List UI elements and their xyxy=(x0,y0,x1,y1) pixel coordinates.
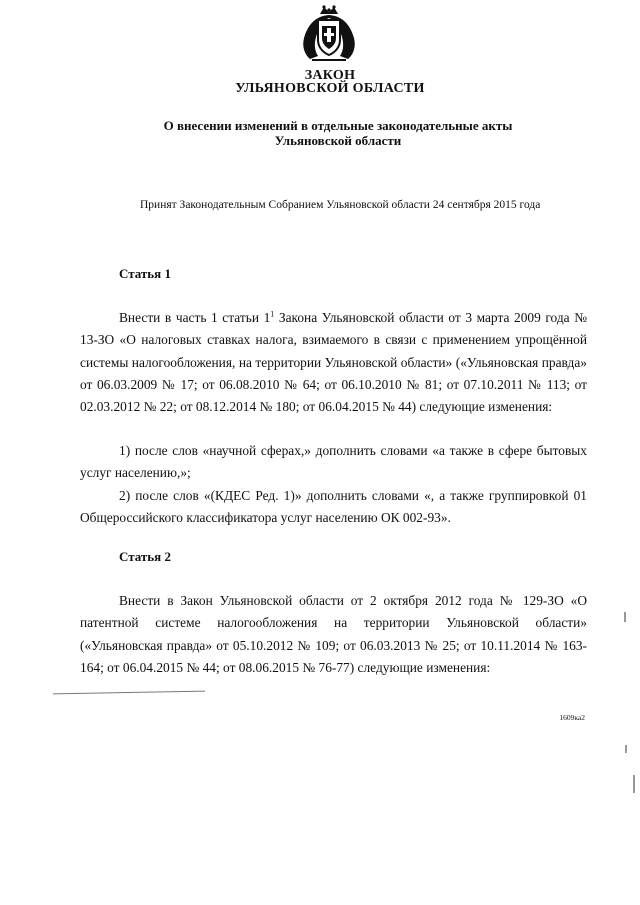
adoption-note: Принят Законодательным Собранием Ульяновской области 24 сентября 2015 года xyxy=(140,199,541,211)
scan-mark xyxy=(624,612,626,622)
article1-item2: 2) после слов «(КДЕС Ред. 1)» дополнить словами «, а также группировкой 01 Общероссийского классификатора услуг населению ОК 002-93». xyxy=(80,488,587,526)
article2-heading: Статья 2 xyxy=(119,549,171,564)
coat-of-arms-icon xyxy=(298,4,360,62)
law-subject-line2: Ульяновской области xyxy=(274,133,402,148)
superscript-index: 1 xyxy=(270,309,275,319)
article2-intro: Внести в Закон Ульяновской области от 2 октября 2012 года № 129-ЗО «О патентной системе налогообложения на территории Ульяновской области» («Ульяновская правда» от 05.10.2012 № 109; от 06.03.2013 № 25; от 10.11.2014 № 163-164; от 06.04.2015 № 44; от 08.06.2015 № 76-77) следующие изменения: xyxy=(80,593,587,675)
scan-mark xyxy=(633,775,635,793)
law-title: ЗАКОН xyxy=(304,68,356,83)
article1-heading: Статья 1 xyxy=(119,266,171,281)
law-subject-line1: О внесении изменений в отдельные законодательные акты xyxy=(163,118,513,133)
article1-intro-rest: Закона Ульяновской области от 3 марта 2009 года № 13-ЗО «О налоговых ставках налога, взимаемого в связи с применением упрощённой системы налогообложения, на территории Ульяновской области» («Ульяновская правда» от 06.03.2009 № 17; от 06.08.2010 № 64; от 06.10.2010 № 81; от 07.10.2011 № 113; от 02.03.2012 № 22; от 08.12.2014 № 180; от 06.04.2015 № 44) следующие изменения: xyxy=(80,310,587,415)
document-code: 1609ка2 xyxy=(559,713,585,722)
footnote-divider xyxy=(53,691,205,695)
scan-mark xyxy=(625,745,627,753)
article1-intro xyxy=(80,307,587,418)
article1-item1: 1) после слов «научной сферах,» дополнить словами «а также в сфере бытовых услуг населению,»; xyxy=(80,443,587,481)
law-region: УЛЬЯНОВСКОЙ ОБЛАСТИ xyxy=(235,81,425,96)
article1-intro-start: Внести в часть 1 статьи 1 xyxy=(119,310,271,325)
